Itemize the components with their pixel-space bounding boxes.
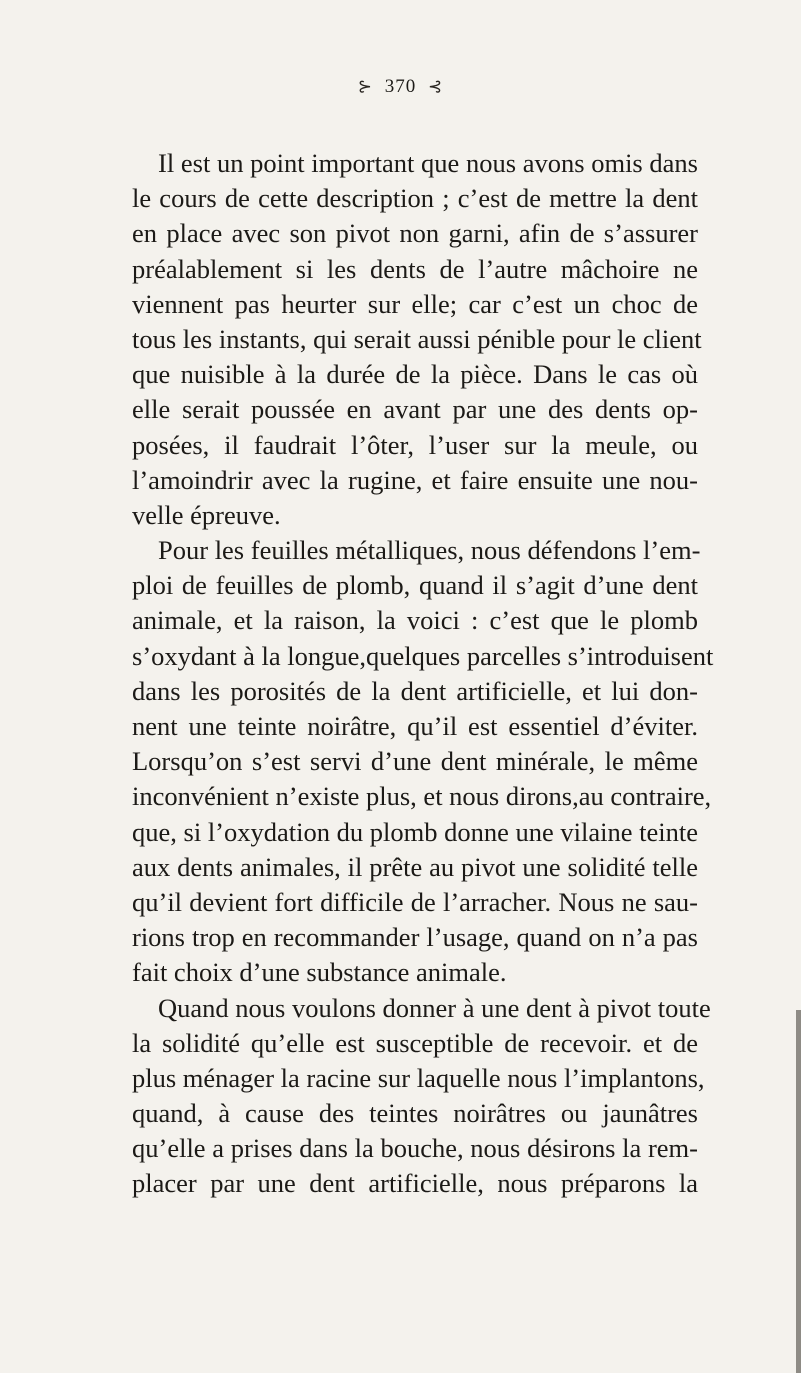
text-line: aux dents animales, il prête au pivot une solidité telle xyxy=(132,851,698,882)
text-line: rions trop en recommander l’usage, quand on n’a pas xyxy=(132,922,698,953)
text-line: fait choix d’une substance animale. xyxy=(132,957,507,988)
text-line: la solidité qu’elle est susceptible de recevoir. et de xyxy=(132,1027,698,1058)
page-number: 370 xyxy=(384,76,417,97)
text-line: quand, à cause des teintes noirâtres ou jaunâtres xyxy=(132,1098,698,1129)
text-line: ploi de feuilles de plomb, quand il s’agit d’une dent xyxy=(132,570,698,601)
text-line: animale, et la raison, la voici : c’est que le plomb xyxy=(132,605,698,636)
text-line: le cours de cette description ; c’est de mettre la dent xyxy=(132,183,698,214)
text-line: Pour les feuilles métalliques, nous défendons l’em- xyxy=(158,535,701,566)
text-line: Quand nous voulons donner à une dent à pivot toute xyxy=(158,992,711,1023)
text-line: en place avec son pivot non garni, afin de s’assurer xyxy=(132,218,698,249)
page-header xyxy=(0,76,801,98)
text-line: placer par une dent artificielle, nous préparons la xyxy=(132,1168,698,1199)
text-line: qu’elle a prises dans la bouche, nous désirons la rem- xyxy=(132,1133,698,1164)
text-line: inconvénient n’existe plus, et nous dirons,au contraire, xyxy=(132,781,712,812)
text-line: nent une teinte noirâtre, qu’il est essentiel d’éviter. xyxy=(132,711,698,741)
text-line: qu’il devient fort difficile de l’arracher. Nous ne sau- xyxy=(132,886,698,917)
text-line: l’amoindrir avec la rugine, et faire ensuite une nou- xyxy=(132,464,698,495)
text-line: Il est un point important que nous avons omis dans xyxy=(158,148,698,178)
text-line: posées, il faudrait l’ôter, l’user sur la meule, ou xyxy=(132,429,698,460)
text-line: Lorsqu’on s’est servi d’une dent minérale, le même xyxy=(132,746,698,777)
text-line: plus ménager la racine sur laquelle nous l’implantons, xyxy=(132,1062,705,1093)
text-line: s’oxydant à la longue,quelques parcelles s’introduisent xyxy=(132,640,714,671)
text-line: que nuisible à la durée de la pièce. Dans le cas où xyxy=(132,359,698,390)
text-line: elle serait poussée en avant par une des dents op- xyxy=(132,394,698,425)
text-line: tous les instants, qui serait aussi pénible pour le client xyxy=(132,323,702,354)
right-ornament: ⊰ xyxy=(428,77,444,96)
page-edge-shadow xyxy=(796,1010,801,1373)
text-line: viennent pas heurter sur elle; car c’est un choc de xyxy=(132,288,698,319)
text-line: dans les porosités de la dent artificielle, et lui don- xyxy=(132,675,698,706)
text-line: velle épreuve. xyxy=(132,499,281,530)
text-line: que, si l’oxydation du plomb donne une vilaine teinte xyxy=(132,816,698,847)
left-ornament: ⊱ xyxy=(357,77,373,96)
text-line: préalablement si les dents de l’autre mâchoire ne xyxy=(132,253,698,284)
body-text xyxy=(132,146,714,1202)
